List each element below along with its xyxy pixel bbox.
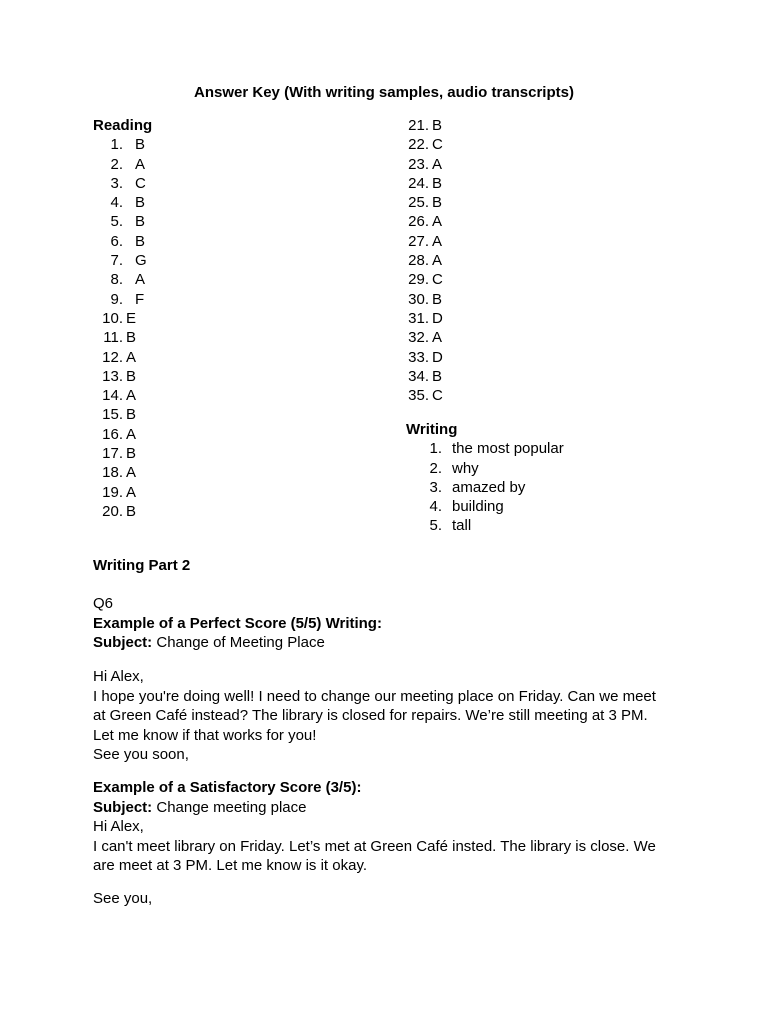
reading-column-left: [93, 116, 152, 521]
item-number: 29.: [408, 271, 429, 289]
item-answer: B: [135, 194, 146, 212]
reading-answer-item: [89, 425, 152, 444]
item-number: 28.: [408, 252, 429, 270]
item-answer: A: [432, 232, 443, 250]
reading-answer-item: [395, 174, 443, 193]
satisfactory-greeting: Hi Alex,: [93, 818, 144, 835]
reading-answer-item: [89, 328, 152, 347]
reading-answer-item: [89, 135, 152, 154]
reading-answer-item: [89, 232, 152, 251]
reading-answer-item: [89, 463, 152, 482]
item-answer: B: [126, 406, 137, 424]
item-number: 20.: [102, 502, 123, 520]
reading-answer-item: [89, 290, 152, 309]
item-answer: amazed by: [452, 478, 526, 496]
reading-answer-item: [395, 155, 443, 174]
writing-answer-item: [406, 497, 564, 516]
item-answer: A: [126, 387, 137, 405]
item-number: 19.: [102, 483, 123, 501]
reading-answer-item: [89, 483, 152, 502]
item-number: 13.: [102, 367, 123, 385]
item-number: 23.: [408, 155, 429, 173]
item-answer: B: [432, 194, 443, 212]
reading-answer-item: [89, 309, 152, 328]
item-answer: why: [452, 459, 479, 477]
item-number: 9.: [110, 290, 123, 308]
writing-section: [406, 420, 564, 536]
item-number: 6.: [110, 232, 123, 250]
reading-answer-item: [395, 367, 443, 386]
reading-list-right: [395, 116, 443, 405]
page-title: Answer Key (With writing samples, audio transcripts): [194, 84, 574, 101]
reading-answer-item: [395, 193, 443, 212]
reading-answer-item: [89, 193, 152, 212]
item-answer: A: [126, 464, 137, 482]
perfect-subject: Subject: Change of Meeting Place: [93, 634, 325, 651]
writing-list: [406, 439, 564, 535]
item-number: 4.: [429, 498, 442, 516]
item-number: 10.: [102, 309, 123, 327]
item-answer: A: [135, 271, 146, 289]
item-number: 5.: [429, 517, 442, 535]
writing-heading: Writing: [406, 421, 458, 438]
writing-answer-item: [406, 516, 564, 535]
item-answer: E: [126, 309, 137, 327]
item-answer: B: [135, 213, 146, 231]
satisfactory-example: [93, 778, 693, 876]
reading-answer-item: [89, 270, 152, 289]
item-answer: B: [432, 367, 443, 385]
item-answer: A: [126, 348, 137, 366]
perfect-greeting: Hi Alex,: [93, 668, 144, 685]
item-number: 27.: [408, 232, 429, 250]
item-answer: B: [432, 290, 443, 308]
reading-answer-item: [395, 116, 443, 135]
reading-answer-item: [89, 405, 152, 424]
satisfactory-heading: Example of a Satisfactory Score (3/5):: [93, 779, 362, 796]
perfect-heading: Example of a Perfect Score (5/5) Writing:: [93, 614, 382, 632]
item-number: 25.: [408, 194, 429, 212]
item-number: 35.: [408, 387, 429, 405]
item-number: 34.: [408, 367, 429, 385]
item-answer: B: [126, 445, 137, 463]
item-answer: D: [432, 309, 443, 327]
satisfactory-line: are meet at 3 PM. Let me know is it okay.: [93, 857, 367, 874]
item-number: 12.: [102, 348, 123, 366]
item-answer: C: [432, 387, 443, 405]
item-answer: A: [432, 155, 443, 173]
item-answer: A: [432, 329, 443, 347]
item-number: 5.: [110, 213, 123, 231]
reading-answer-item: [89, 251, 152, 270]
satisfactory-line: I can't meet library on Friday. Let’s met at Green Café insted. The library is close. We: [93, 837, 656, 855]
item-answer: B: [126, 329, 137, 347]
item-answer: B: [126, 367, 137, 385]
reading-answer-item: [89, 367, 152, 386]
item-number: 22.: [408, 136, 429, 154]
item-number: 32.: [408, 329, 429, 347]
item-number: 15.: [102, 406, 123, 424]
reading-answer-item: [395, 290, 443, 309]
item-number: 7.: [110, 252, 123, 270]
item-number: 3.: [110, 174, 123, 192]
item-answer: B: [135, 136, 146, 154]
reading-answer-item: [395, 135, 443, 154]
reading-answer-item: [89, 155, 152, 174]
item-answer: C: [432, 271, 443, 289]
item-answer: G: [135, 252, 147, 270]
satisfactory-subject: Subject: Change meeting place: [93, 798, 307, 816]
reading-answer-item: [89, 386, 152, 405]
perfect-line: at Green Café instead? The library is closed for repairs. We’re still meeting at 3 PM.: [93, 707, 648, 724]
reading-answer-item: [395, 309, 443, 328]
item-number: 1.: [110, 136, 123, 154]
item-answer: A: [432, 213, 443, 231]
item-answer: A: [135, 155, 146, 173]
item-number: 26.: [408, 213, 429, 231]
writing-answer-item: [406, 478, 564, 497]
reading-column-right: [395, 116, 443, 405]
item-number: 1.: [429, 440, 442, 458]
item-number: 24.: [408, 174, 429, 192]
item-answer: the most popular: [452, 440, 564, 458]
item-number: 11.: [103, 329, 123, 347]
item-number: 8.: [110, 271, 123, 289]
reading-heading: Reading: [93, 117, 153, 134]
question-label: Q6: [93, 595, 114, 612]
item-answer: C: [432, 136, 443, 154]
item-number: 2.: [110, 155, 123, 173]
item-answer: B: [126, 502, 137, 520]
reading-list-left: [89, 135, 152, 521]
writing-part2-heading: Writing Part 2: [93, 557, 191, 574]
reading-answer-item: [395, 232, 443, 251]
item-answer: B: [432, 117, 443, 134]
satisfactory-closing: See you,: [93, 890, 153, 907]
reading-answer-item: [395, 328, 443, 347]
perfect-letter: [93, 667, 693, 765]
writing-answer-item: [406, 439, 564, 458]
perfect-line: See you soon,: [93, 746, 189, 763]
item-answer: B: [432, 174, 443, 192]
item-number: 30.: [408, 290, 429, 308]
item-number: 16.: [102, 425, 123, 443]
perfect-line: Let me know if that works for you!: [93, 726, 317, 744]
reading-answer-item: [395, 348, 443, 367]
reading-answer-item: [89, 212, 152, 231]
reading-answer-item: [395, 386, 443, 405]
item-answer: D: [432, 348, 443, 366]
item-number: 4.: [110, 194, 123, 212]
item-number: 17.: [102, 445, 123, 463]
item-number: 18.: [102, 464, 123, 482]
item-answer: B: [135, 232, 146, 250]
reading-answer-item: [89, 502, 152, 521]
item-answer: A: [126, 483, 137, 501]
reading-answer-item: [395, 270, 443, 289]
reading-answer-item: [89, 348, 152, 367]
reading-answer-item: [89, 174, 152, 193]
item-number: 31.: [408, 309, 429, 327]
perfect-example: [93, 594, 693, 653]
writing-answer-item: [406, 459, 564, 478]
reading-answer-item: [89, 444, 152, 463]
item-answer: building: [452, 498, 504, 516]
perfect-line: I hope you're doing well! I need to change our meeting place on Friday. Can we meet: [93, 687, 656, 705]
item-number: 3.: [429, 478, 442, 496]
item-answer: F: [135, 290, 145, 308]
item-number: 14.: [102, 387, 123, 405]
item-answer: A: [126, 425, 137, 443]
item-number: 2.: [429, 459, 442, 477]
item-number: 33.: [408, 348, 429, 366]
item-number: 21.: [408, 117, 429, 134]
item-answer: C: [135, 174, 146, 192]
reading-answer-item: [395, 251, 443, 270]
reading-answer-item: [395, 212, 443, 231]
item-answer: tall: [452, 517, 472, 535]
item-answer: A: [432, 252, 443, 270]
